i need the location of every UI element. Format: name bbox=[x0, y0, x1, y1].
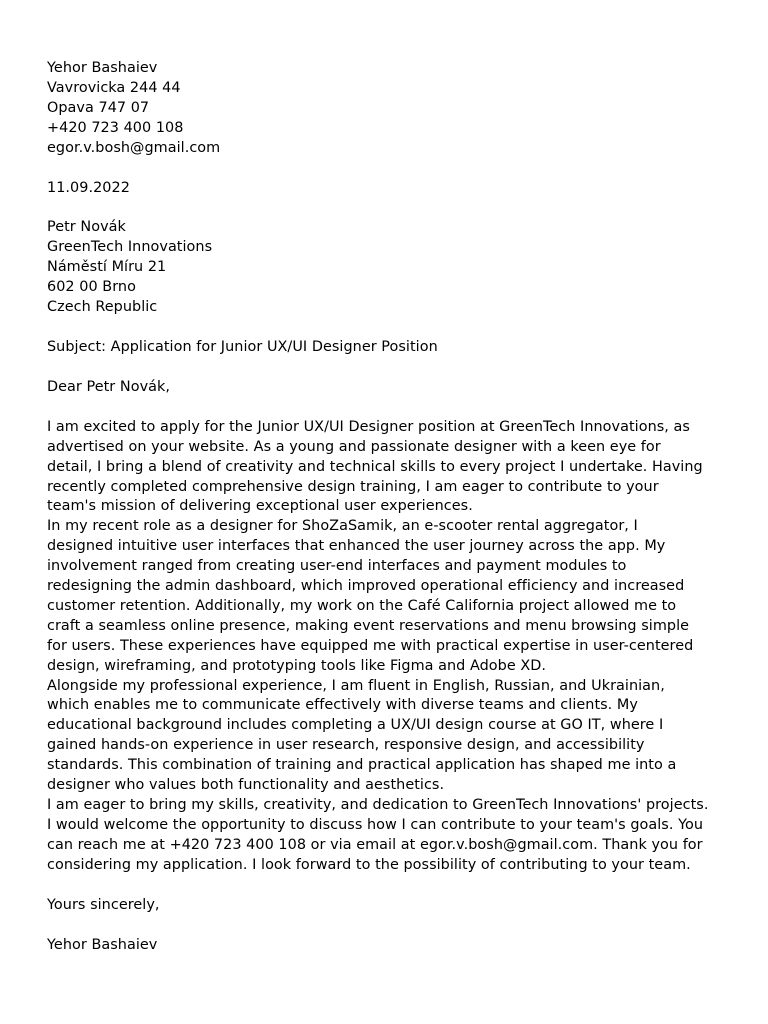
body-line: design, wireframing, and prototyping tools like Figma and Adobe XD. bbox=[47, 657, 547, 674]
body-line: involvement ranged from creating user-end interfaces and payment modules to bbox=[47, 558, 627, 575]
sender-address bbox=[47, 59, 737, 159]
closing-phrase: Yours sincerely, bbox=[47, 896, 160, 913]
signature-name: Yehor Bashaiev bbox=[47, 936, 158, 953]
body-line: I am eager to bring my skills, creativity, and dedication to GreenTech Innovations' projects. bbox=[47, 797, 709, 813]
body-line: designed intuitive user interfaces that enhanced the user journey across the app. My bbox=[47, 538, 666, 555]
sender-email: egor.v.bosh@gmail.com bbox=[47, 139, 221, 156]
cover-letter bbox=[47, 59, 737, 955]
body-line: considering my application. I look forward to the possibility of contributing to your team. bbox=[47, 856, 691, 873]
body-line: craft a seamless online presence, making event reservations and menu browsing simple bbox=[47, 617, 690, 634]
recipient-name: Petr Novák bbox=[47, 219, 126, 236]
spacer bbox=[47, 358, 737, 378]
paragraph-experience bbox=[47, 517, 737, 676]
body-line: detail, I bring a blend of creativity and technical skills to every project I undertake. Having bbox=[47, 458, 703, 475]
body-line: gained hands-on experience in user research, responsive design, and accessibility bbox=[47, 737, 645, 754]
salutation: Dear Petr Novák, bbox=[47, 378, 171, 395]
recipient-city: 602 00 Brno bbox=[47, 279, 136, 296]
recipient-street: Náměstí Míru 21 bbox=[47, 259, 167, 276]
spacer bbox=[47, 876, 737, 896]
sender-name: Yehor Bashaiev bbox=[47, 60, 158, 76]
letter-subject: Subject: Application for Junior UX/UI Designer Position bbox=[47, 338, 438, 355]
letter-date: 11.09.2022 bbox=[47, 179, 130, 196]
body-line: designer who values both functionality and aesthetics. bbox=[47, 777, 445, 794]
paragraph-background bbox=[47, 677, 737, 796]
body-line: standards. This combination of training and practical application has shaped me into a bbox=[47, 757, 677, 774]
body-line: I am excited to apply for the Junior UX/UI Designer position at GreenTech Innovations, as bbox=[47, 418, 690, 435]
body-line: team's mission of delivering exceptional user experiences. bbox=[47, 498, 473, 515]
sender-city: Opava 747 07 bbox=[47, 99, 150, 116]
body-line: advertised on your website. As a young and passionate designer with a keen eye for bbox=[47, 438, 661, 455]
body-line: I would welcome the opportunity to discuss how I can contribute to your team's goals. You bbox=[47, 816, 704, 833]
spacer bbox=[47, 916, 737, 936]
body-line: which enables me to communicate effectively with diverse teams and clients. My bbox=[47, 697, 638, 714]
letter-body bbox=[47, 418, 737, 876]
sender-street: Vavrovicka 244 44 bbox=[47, 79, 181, 96]
body-line: for users. These experiences have equipped me with practical expertise in user-centered bbox=[47, 637, 694, 654]
body-line: educational background includes completing a UX/UI design course at GO IT, where I bbox=[47, 717, 664, 734]
paragraph-closing bbox=[47, 796, 737, 876]
recipient-company: GreenTech Innovations bbox=[47, 239, 213, 256]
body-line: recently completed comprehensive design training, I am eager to contribute to your bbox=[47, 478, 659, 495]
spacer bbox=[47, 398, 737, 418]
spacer bbox=[47, 159, 737, 179]
body-line: Alongside my professional experience, I am fluent in English, Russian, and Ukrainian, bbox=[47, 677, 665, 694]
body-line: redesigning the admin dashboard, which improved operational efficiency and increased bbox=[47, 578, 685, 595]
body-line: In my recent role as a designer for ShoZaSamik, an e-scooter rental aggregator, I bbox=[47, 518, 638, 535]
spacer bbox=[47, 198, 737, 218]
body-line: can reach me at +420 723 400 108 or via email at egor.v.bosh@gmail.com. Thank you for bbox=[47, 836, 703, 853]
sender-phone: +420 723 400 108 bbox=[47, 119, 184, 136]
paragraph-intro bbox=[47, 418, 737, 518]
recipient-country: Czech Republic bbox=[47, 299, 158, 316]
recipient-address bbox=[47, 218, 737, 318]
body-line: customer retention. Additionally, my work on the Café California project allowed me to bbox=[47, 597, 677, 614]
spacer bbox=[47, 318, 737, 338]
